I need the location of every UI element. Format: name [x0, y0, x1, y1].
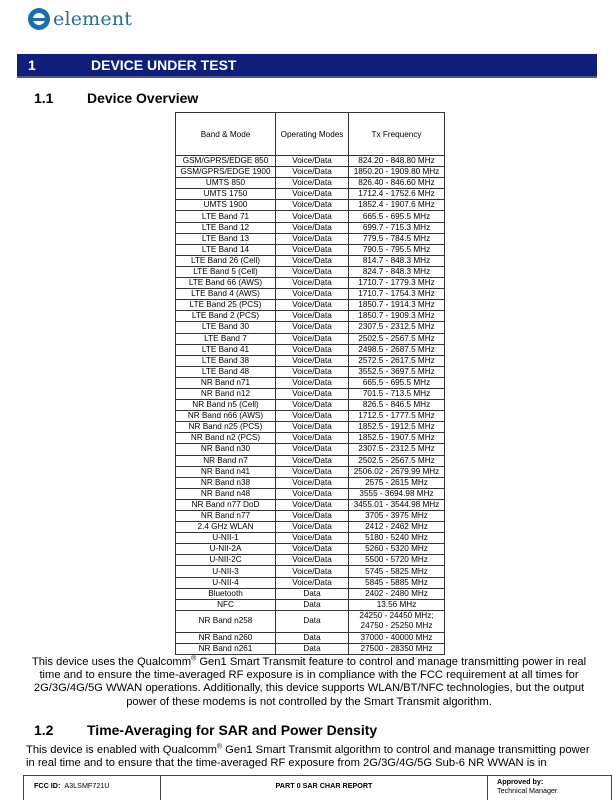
band-mode-cell: GSM/GPRS/EDGE 1900 [176, 167, 276, 178]
band-mode-cell: U-NII-1 [176, 533, 276, 544]
band-mode-cell: LTE Band 71 [176, 211, 276, 222]
band-mode-cell: U-NII-3 [176, 566, 276, 577]
band-mode-cell: NR Band n38 [176, 477, 276, 488]
tx-frequency-cell [349, 610, 445, 632]
band-mode-cell: LTE Band 13 [176, 233, 276, 244]
operating-mode-cell: Voice/Data [276, 344, 349, 355]
tx-frequency-cell: 37000 - 40000 MHz [349, 632, 445, 643]
frequency-line: 24250 - 24450 MHz; [359, 611, 434, 621]
operating-mode-cell: Voice/Data [276, 533, 349, 544]
table-row [176, 278, 445, 289]
operating-mode-cell: Voice/Data [276, 411, 349, 422]
paragraph-text: This device is enabled with Qualcomm [26, 744, 217, 756]
element-logo-icon [28, 8, 50, 30]
subsection-number: 1.2 [34, 722, 54, 738]
table-row [176, 555, 445, 566]
fcc-id-value: A3LSMF721U [64, 781, 110, 790]
operating-mode-cell: Voice/Data [276, 289, 349, 300]
table-row [176, 511, 445, 522]
operating-mode-cell: Data [276, 632, 349, 643]
tx-frequency-cell: 1850.20 - 1909.80 MHz [349, 167, 445, 178]
operating-mode-cell: Voice/Data [276, 178, 349, 189]
table-row [176, 643, 445, 654]
approved-by-value: Technical Manager [497, 786, 558, 795]
operating-mode-cell: Voice/Data [276, 455, 349, 466]
operating-mode-cell: Voice/Data [276, 167, 349, 178]
tx-frequency-cell: 1710.7 - 1754.3 MHz [349, 289, 445, 300]
table-row [176, 255, 445, 266]
operating-mode-cell: Voice/Data [276, 211, 349, 222]
table-row [176, 156, 445, 167]
tx-frequency-cell: 1850.7 - 1914.3 MHz [349, 300, 445, 311]
element-logo [28, 8, 132, 30]
operating-mode-cell: Voice/Data [276, 377, 349, 388]
tx-frequency-cell: 2575 - 2615 MHz [349, 477, 445, 488]
registered-mark: ® [191, 655, 197, 663]
tx-frequency-cell: 1852.4 - 1907.6 MHz [349, 200, 445, 211]
table-row [176, 566, 445, 577]
tx-frequency-cell: 2502.5 - 2567.5 MHz [349, 455, 445, 466]
band-mode-cell: NR Band n71 [176, 377, 276, 388]
table-row [176, 355, 445, 366]
band-mode-cell: GSM/GPRS/EDGE 850 [176, 156, 276, 167]
table-row [176, 400, 445, 411]
paragraph-text: This device uses the Qualcomm [31, 656, 192, 668]
operating-mode-cell: Voice/Data [276, 278, 349, 289]
operating-mode-cell: Voice/Data [276, 388, 349, 399]
tx-frequency-cell: 826.40 - 846.60 MHz [349, 178, 445, 189]
operating-mode-cell: Voice/Data [276, 266, 349, 277]
tx-frequency-cell: 5260 - 5320 MHz [349, 544, 445, 555]
logo-text: element [53, 8, 133, 30]
table-row [176, 533, 445, 544]
band-mode-cell: LTE Band 25 (PCS) [176, 300, 276, 311]
table-row [176, 388, 445, 399]
tx-frequency-cell: 13.56 MHz [349, 599, 445, 610]
band-mode-cell: LTE Band 66 (AWS) [176, 278, 276, 289]
page-footer [23, 775, 612, 800]
band-mode-cell: U-NII-4 [176, 577, 276, 588]
tx-frequency-cell: 790.5 - 795.5 MHz [349, 244, 445, 255]
table-row [176, 455, 445, 466]
table-row [176, 577, 445, 588]
operating-mode-cell: Voice/Data [276, 355, 349, 366]
operating-mode-cell: Voice/Data [276, 255, 349, 266]
table-row [176, 588, 445, 599]
tx-frequency-cell: 701.5 - 713.5 MHz [349, 388, 445, 399]
operating-mode-cell: Data [276, 588, 349, 599]
band-mode-cell: LTE Band 12 [176, 222, 276, 233]
operating-mode-cell: Voice/Data [276, 233, 349, 244]
footer-fcc-id [24, 776, 161, 800]
band-mode-cell: NR Band n66 (AWS) [176, 411, 276, 422]
band-mode-cell: UMTS 1900 [176, 200, 276, 211]
table-row [176, 411, 445, 422]
table-row [176, 300, 445, 311]
band-mode-cell: U-NII-2A [176, 544, 276, 555]
table-row [176, 488, 445, 499]
operating-mode-cell: Data [276, 643, 349, 654]
operating-mode-cell: Voice/Data [276, 300, 349, 311]
column-header-band-mode: Band & Mode [176, 113, 276, 156]
band-mode-cell: LTE Band 14 [176, 244, 276, 255]
operating-mode-cell: Voice/Data [276, 566, 349, 577]
column-header-operating-modes: Operating Modes [276, 113, 349, 156]
tx-frequency-cell: 5845 - 5885 MHz [349, 577, 445, 588]
operating-mode-cell: Voice/Data [276, 422, 349, 433]
band-mode-cell: NR Band n258 [176, 610, 276, 632]
device-overview-table [175, 112, 445, 655]
subsection-title: Time-Averaging for SAR and Power Density [87, 722, 378, 738]
band-mode-cell: LTE Band 30 [176, 322, 276, 333]
band-mode-cell: NR Band n2 (PCS) [176, 433, 276, 444]
table-row [176, 544, 445, 555]
band-mode-cell: U-NII-2C [176, 555, 276, 566]
table-row [176, 189, 445, 200]
tx-frequency-cell: 1852.5 - 1912.5 MHz [349, 422, 445, 433]
fcc-id-label: FCC ID: [34, 781, 61, 790]
operating-mode-cell: Voice/Data [276, 466, 349, 477]
tx-frequency-cell: 665.5 - 695.5 MHz [349, 211, 445, 222]
tx-frequency-cell: 3455.01 - 3544.98 MHz [349, 499, 445, 510]
tx-frequency-cell: 2402 - 2480 MHz [349, 588, 445, 599]
table-row [176, 244, 445, 255]
band-mode-cell: LTE Band 41 [176, 344, 276, 355]
table-row [176, 422, 445, 433]
operating-mode-cell: Voice/Data [276, 311, 349, 322]
subsection-1-1-heading [34, 90, 198, 106]
tx-frequency-cell: 3552.5 - 3697.5 MHz [349, 366, 445, 377]
table-row [176, 344, 445, 355]
table-row [176, 599, 445, 610]
table-row [176, 433, 445, 444]
table-row [176, 632, 445, 643]
operating-mode-cell: Voice/Data [276, 577, 349, 588]
operating-mode-cell: Voice/Data [276, 400, 349, 411]
band-mode-cell: LTE Band 2 (PCS) [176, 311, 276, 322]
operating-mode-cell: Voice/Data [276, 544, 349, 555]
footer-report-title: PART 0 SAR CHAR REPORT [161, 776, 488, 800]
tx-frequency-cell: 2502.5 - 2567.5 MHz [349, 333, 445, 344]
paragraph-text: Gen1 Smart Transmit feature to control and manage transmitting power in real time and to ensure the time-averaged RF exposure is in compliance with the FCC requirement at all times for 2G/3G/4G/5G WWAN operations. Additionally, this device supports WLAN/BT/NFC technologies, but the output power of these modems is not controlled by the Smart Transmit algorithm. [33, 656, 587, 708]
table-row [176, 233, 445, 244]
operating-mode-cell: Voice/Data [276, 444, 349, 455]
tx-frequency-cell: 3705 - 3975 MHz [349, 511, 445, 522]
operating-mode-cell: Voice/Data [276, 511, 349, 522]
table-row [176, 311, 445, 322]
band-mode-cell: NR Band n77 [176, 511, 276, 522]
operating-mode-cell: Data [276, 610, 349, 632]
table-row [176, 178, 445, 189]
operating-mode-cell: Voice/Data [276, 499, 349, 510]
operating-mode-cell: Voice/Data [276, 477, 349, 488]
operating-mode-cell: Voice/Data [276, 366, 349, 377]
footer-approval [488, 776, 611, 800]
tx-frequency-cell: 2307.5 - 2312.5 MHz [349, 444, 445, 455]
band-mode-cell: 2.4 GHz WLAN [176, 522, 276, 533]
column-header-tx-frequency: Tx Frequency [349, 113, 445, 156]
band-mode-cell: LTE Band 26 (Cell) [176, 255, 276, 266]
operating-mode-cell: Voice/Data [276, 333, 349, 344]
subsection-number: 1.1 [34, 90, 54, 106]
band-mode-cell: LTE Band 4 (AWS) [176, 289, 276, 300]
tx-frequency-cell: 814.7 - 848.3 MHz [349, 255, 445, 266]
operating-mode-cell: Voice/Data [276, 189, 349, 200]
approved-by-label: Approved by: [497, 777, 544, 786]
operating-mode-cell: Data [276, 599, 349, 610]
tx-frequency-cell: 2307.5 - 2312.5 MHz [349, 322, 445, 333]
tx-frequency-cell: 665.5 - 695.5 MHz [349, 377, 445, 388]
tx-frequency-cell: 779.5 - 784.5 MHz [349, 233, 445, 244]
tx-frequency-cell: 1712.5 - 1777.5 MHz [349, 411, 445, 422]
subsection-title: Device Overview [87, 90, 199, 106]
subsection-1-2-heading [34, 722, 377, 738]
band-mode-cell: LTE Band 48 [176, 366, 276, 377]
band-mode-cell: NR Band n12 [176, 388, 276, 399]
table-row [176, 222, 445, 233]
operating-mode-cell: Voice/Data [276, 488, 349, 499]
tx-frequency-cell: 824.7 - 848.3 MHz [349, 266, 445, 277]
smart-transmit-paragraph [26, 656, 592, 709]
band-mode-cell: NR Band n77 DoD [176, 499, 276, 510]
band-mode-cell: LTE Band 5 (Cell) [176, 266, 276, 277]
table-row [176, 289, 445, 300]
tx-frequency-cell: 2498.5 - 2687.5 MHz [349, 344, 445, 355]
table-row [176, 444, 445, 455]
table-row [176, 211, 445, 222]
table-row [176, 610, 445, 632]
operating-mode-cell: Voice/Data [276, 156, 349, 167]
band-mode-cell: LTE Band 7 [176, 333, 276, 344]
band-mode-cell: NFC [176, 599, 276, 610]
tx-frequency-cell: 2506.02 - 2679.99 MHz [349, 466, 445, 477]
registered-mark: ® [216, 743, 223, 751]
tx-frequency-cell: 1710.7 - 1779.3 MHz [349, 278, 445, 289]
operating-mode-cell: Voice/Data [276, 244, 349, 255]
table-row [176, 266, 445, 277]
tx-frequency-cell: 5745 - 5825 MHz [349, 566, 445, 577]
table-row [176, 333, 445, 344]
band-mode-cell: NR Band n261 [176, 643, 276, 654]
section-title: DEVICE UNDER TEST [91, 57, 237, 73]
table-row [176, 322, 445, 333]
operating-mode-cell: Voice/Data [276, 222, 349, 233]
table-row [176, 499, 445, 510]
operating-mode-cell: Voice/Data [276, 555, 349, 566]
table-row [176, 466, 445, 477]
tx-frequency-cell: 2412 - 2462 MHz [349, 522, 445, 533]
band-mode-cell: NR Band n7 [176, 455, 276, 466]
table-row [176, 522, 445, 533]
tx-frequency-cell: 5180 - 5240 MHz [349, 533, 445, 544]
band-mode-cell: NR Band n30 [176, 444, 276, 455]
operating-mode-cell: Voice/Data [276, 322, 349, 333]
tx-frequency-cell: 1850.7 - 1909.3 MHz [349, 311, 445, 322]
table-row [176, 167, 445, 178]
band-mode-cell: NR Band n41 [176, 466, 276, 477]
band-mode-cell: UMTS 850 [176, 178, 276, 189]
operating-mode-cell: Voice/Data [276, 433, 349, 444]
table-row [176, 200, 445, 211]
band-mode-cell: UMTS 1750 [176, 189, 276, 200]
band-mode-cell: NR Band n48 [176, 488, 276, 499]
section-1-heading [17, 54, 597, 78]
band-mode-cell: NR Band n5 (Cell) [176, 400, 276, 411]
tx-frequency-cell: 699.7 - 715.3 MHz [349, 222, 445, 233]
tx-frequency-cell: 27500 - 28350 MHz [349, 643, 445, 654]
tx-frequency-cell: 1852.5 - 1907.5 MHz [349, 433, 445, 444]
tx-frequency-cell: 2572.5 - 2617.5 MHz [349, 355, 445, 366]
band-mode-cell: LTE Band 38 [176, 355, 276, 366]
band-mode-cell: NR Band n260 [176, 632, 276, 643]
table-row [176, 366, 445, 377]
section-number: 1 [28, 57, 36, 73]
table-header-row [176, 113, 445, 156]
band-mode-cell: NR Band n25 (PCS) [176, 422, 276, 433]
tx-frequency-cell: 3555 - 3694.98 MHz [349, 488, 445, 499]
frequency-line: 24750 - 25250 MHz [360, 621, 433, 631]
table-row [176, 377, 445, 388]
tx-frequency-cell: 826.5 - 846.5 MHz [349, 400, 445, 411]
time-averaging-paragraph [26, 744, 596, 770]
table-row [176, 477, 445, 488]
operating-mode-cell: Voice/Data [276, 522, 349, 533]
tx-frequency-cell: 824.20 - 848.80 MHz [349, 156, 445, 167]
band-mode-cell: Bluetooth [176, 588, 276, 599]
tx-frequency-cell: 1712.4 - 1752.6 MHz [349, 189, 445, 200]
tx-frequency-cell: 5500 - 5720 MHz [349, 555, 445, 566]
paragraph-text: Gen1 Smart Transmit algorithm to control and manage transmitting power in real time and to ensure that the time-averaged RF exposure from 2G/3G/4G/5G Sub-6 NR WWAN is in [26, 744, 590, 770]
operating-mode-cell: Voice/Data [276, 200, 349, 211]
